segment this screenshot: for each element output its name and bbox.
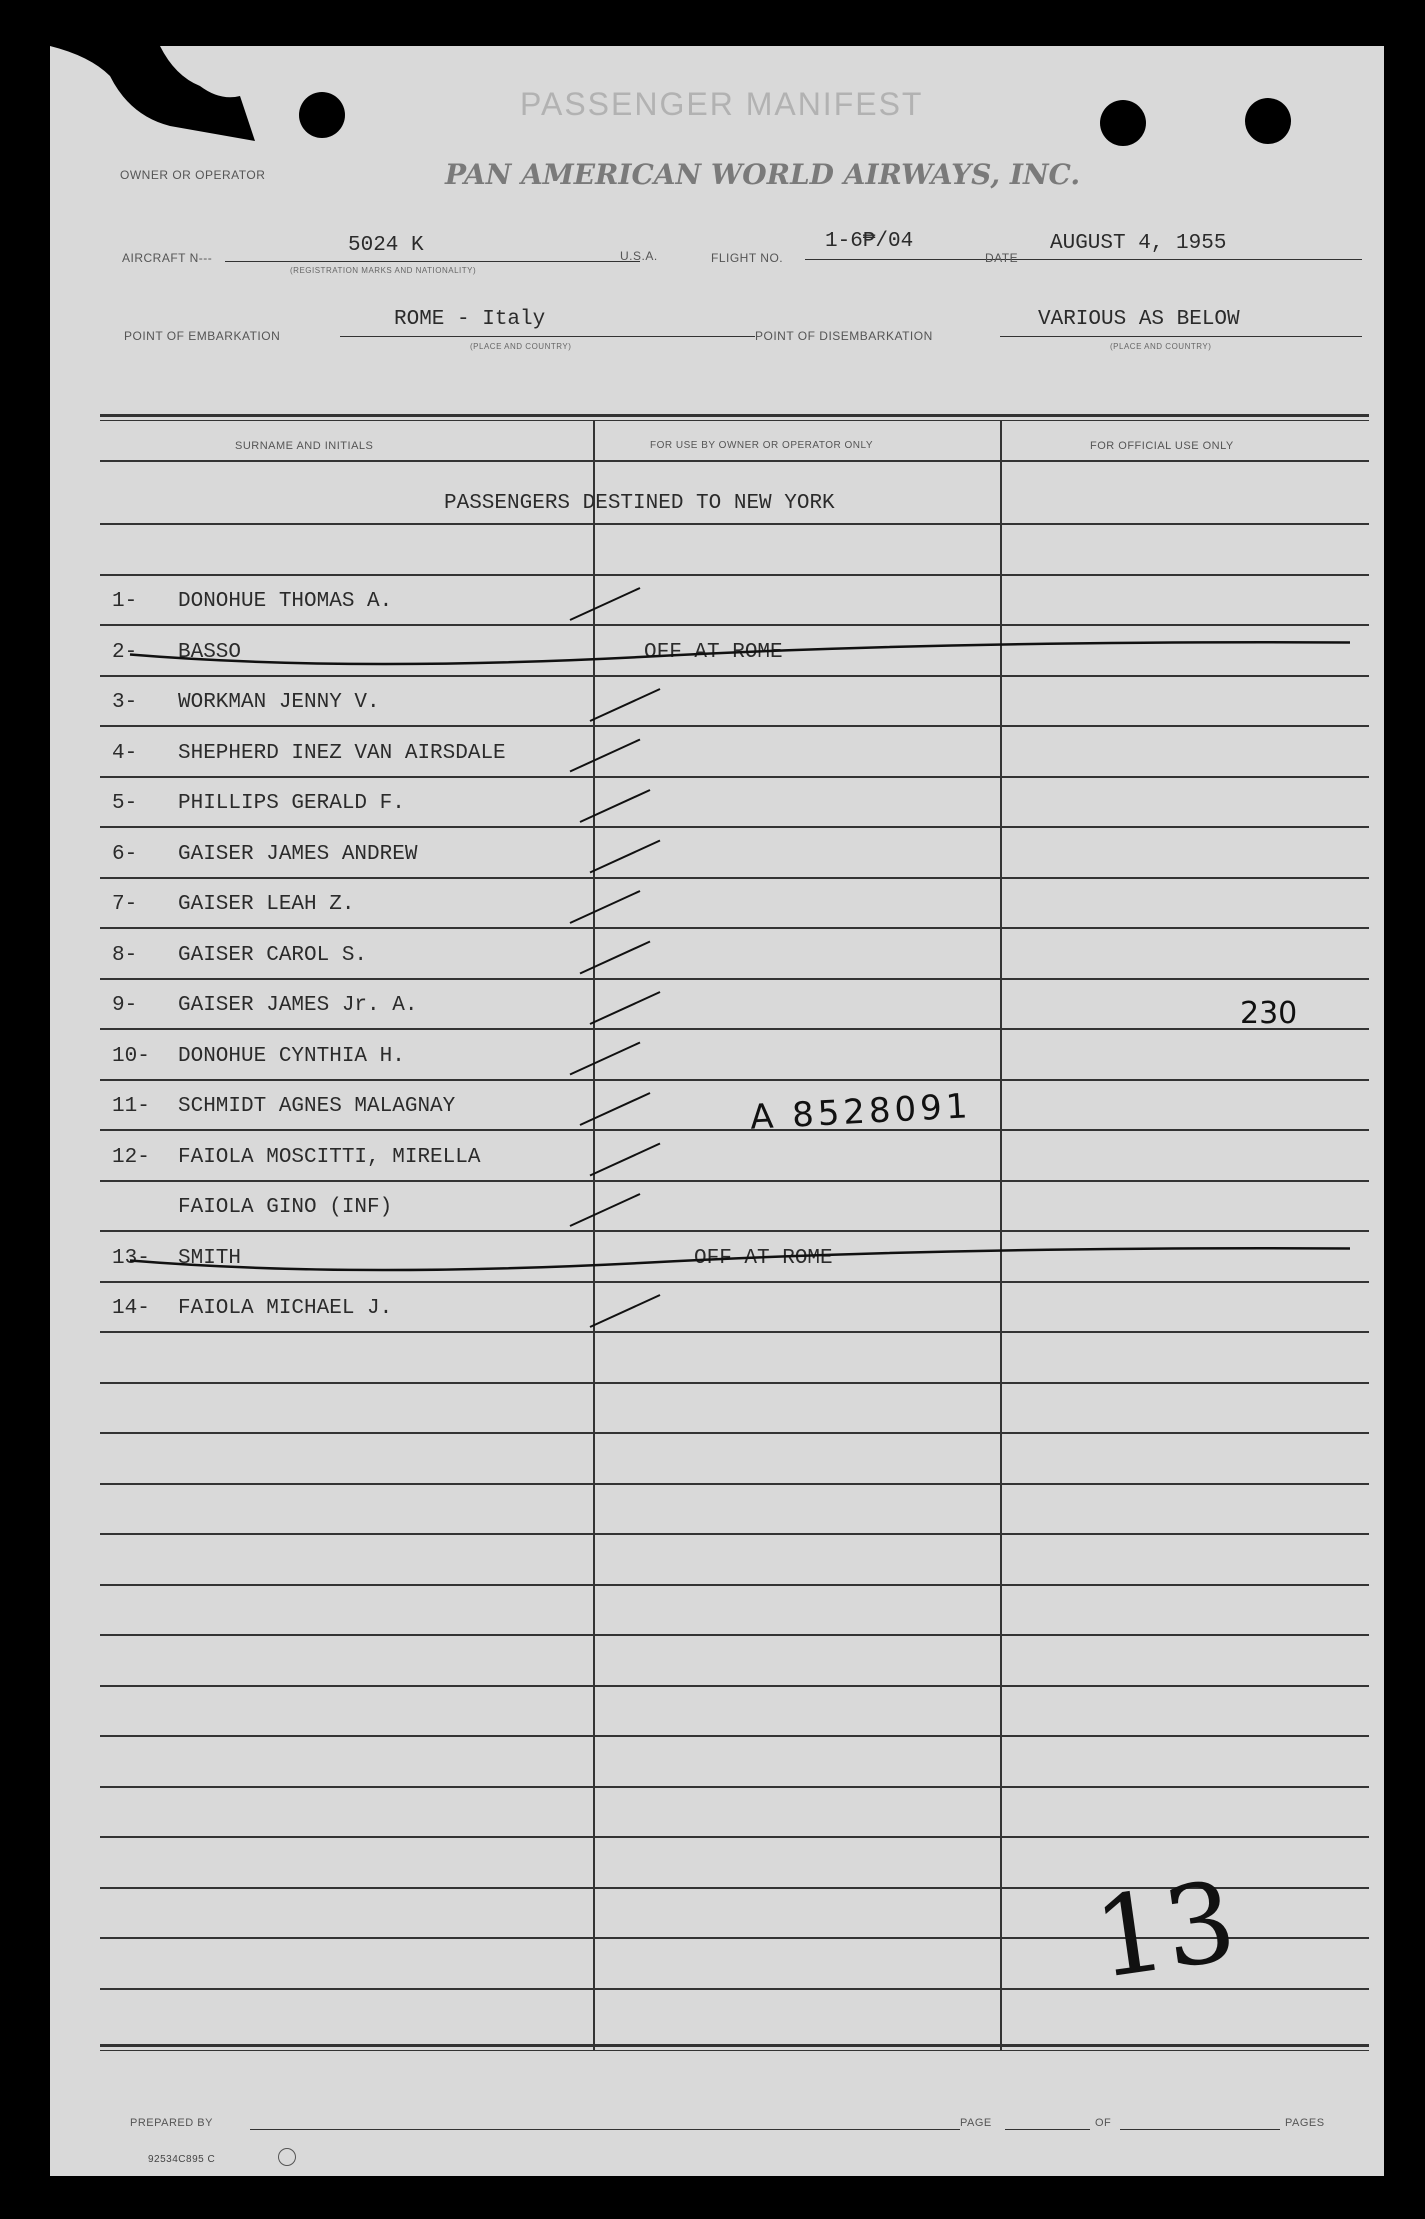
passenger-number: 9- — [112, 994, 138, 1017]
passenger-number: 6- — [112, 842, 138, 866]
passenger-number: 8- — [112, 943, 138, 967]
passenger-note: OFF AT ROME — [644, 640, 783, 664]
alien-number: A 8528091 — [749, 1086, 973, 1138]
pages-label: PAGES — [1285, 2117, 1325, 2129]
check-tick — [570, 1043, 640, 1075]
check-tick — [570, 1194, 640, 1226]
of-label: OF — [1095, 2117, 1112, 2129]
passenger-number: 2- — [112, 640, 138, 664]
date-label: DATE — [985, 251, 1019, 265]
passenger-name: DONOHUE CYNTHIA H. — [178, 1044, 405, 1068]
check-tick — [590, 1144, 660, 1176]
manifest-sheet — [50, 46, 1384, 2176]
check-tick — [580, 942, 650, 974]
check-tick — [590, 841, 660, 873]
usa-label: U.S.A. — [620, 249, 658, 263]
passenger-number: 13- — [112, 1246, 150, 1270]
passenger-name: FAIOLA GINO (INF) — [178, 1196, 393, 1219]
passenger-number: 4- — [112, 741, 138, 765]
check-tick — [570, 588, 640, 620]
flight-label: FLIGHT NO. — [711, 251, 784, 265]
passenger-number: 7- — [112, 893, 138, 916]
check-tick — [580, 790, 650, 822]
passenger-number: 11- — [112, 1095, 150, 1118]
check-tick — [570, 740, 640, 772]
aircraft-value: 5024 K — [348, 234, 424, 257]
passenger-number: 1- — [112, 590, 138, 613]
col-header-names: SURNAME AND INITIALS — [235, 440, 374, 452]
passenger-number: 14- — [112, 1297, 150, 1320]
page-label: PAGE — [960, 2117, 992, 2129]
passenger-note: OFF AT ROME — [694, 1246, 833, 1270]
date-value: AUGUST 4, 1955 — [1050, 232, 1227, 255]
passenger-name: SHEPHERD INEZ VAN AIRSDALE — [178, 741, 506, 765]
strike-through-line — [130, 642, 1350, 664]
passenger-number: 12- — [112, 1145, 150, 1169]
form-title: PASSENGER MANIFEST — [520, 86, 924, 122]
owner-value: PAN AMERICAN WORLD AIRWAYS, INC. — [445, 158, 1081, 191]
aircraft-label: AIRCRAFT N--- — [122, 251, 213, 265]
passenger-name: GAISER JAMES ANDREW — [178, 842, 418, 866]
section-heading: PASSENGERS DESTINED TO NEW YORK — [444, 492, 835, 515]
passenger-name: FAIOLA MOSCITTI, MIRELLA — [178, 1145, 481, 1169]
passenger-name: SCHMIDT AGNES MALAGNAY — [178, 1095, 456, 1118]
owner-label: OWNER OR OPERATOR — [120, 168, 266, 182]
disembark-label: POINT OF DISEMBARKATION — [755, 329, 933, 343]
check-tick — [590, 1295, 660, 1327]
aircraft-sublabel: (REGISTRATION MARKS AND NATIONALITY) — [290, 266, 477, 275]
check-tick — [590, 689, 660, 721]
passenger-number: 3- — [112, 691, 138, 714]
passenger-name: GAISER LEAH Z. — [178, 893, 355, 916]
passenger-name: BASSO — [178, 640, 242, 664]
union-bug-icon — [278, 2148, 296, 2166]
passenger-name: PHILLIPS GERALD F. — [178, 792, 405, 815]
embark-label: POINT OF EMBARKATION — [124, 329, 281, 343]
check-tick — [580, 1093, 650, 1125]
passenger-name: DONOHUE THOMAS A. — [178, 590, 393, 613]
col-header-official: FOR OFFICIAL USE ONLY — [1090, 440, 1234, 452]
embark-sublabel: (PLACE AND COUNTRY) — [470, 342, 572, 351]
check-tick — [570, 891, 640, 923]
passenger-name: GAISER JAMES Jr. A. — [178, 994, 418, 1017]
flight-value: 1-6₱/04 — [825, 230, 914, 253]
passenger-name: GAISER CAROL S. — [178, 943, 368, 967]
col-header-operator: FOR USE BY OWNER OR OPERATOR ONLY — [650, 440, 874, 451]
passenger-name: SMITH — [178, 1246, 242, 1270]
official-number: 230 — [1240, 996, 1298, 1031]
passenger-name: FAIOLA MICHAEL J. — [178, 1297, 393, 1320]
disembark-value: VARIOUS AS BELOW — [1038, 308, 1240, 331]
form-code: 92534C895 C — [148, 2154, 216, 2165]
embark-value: ROME - Italy — [394, 308, 546, 331]
pen-marks — [50, 46, 1384, 2176]
passenger-name: WORKMAN JENNY V. — [178, 691, 380, 714]
passenger-count: 13 — [1086, 1856, 1244, 2004]
passenger-number: 5- — [112, 792, 138, 815]
check-tick — [590, 992, 660, 1024]
passenger-number: 10- — [112, 1044, 150, 1068]
prepared-label: PREPARED BY — [130, 2117, 213, 2129]
disembark-sublabel: (PLACE AND COUNTRY) — [1110, 342, 1212, 351]
strike-through-line — [130, 1248, 1350, 1270]
